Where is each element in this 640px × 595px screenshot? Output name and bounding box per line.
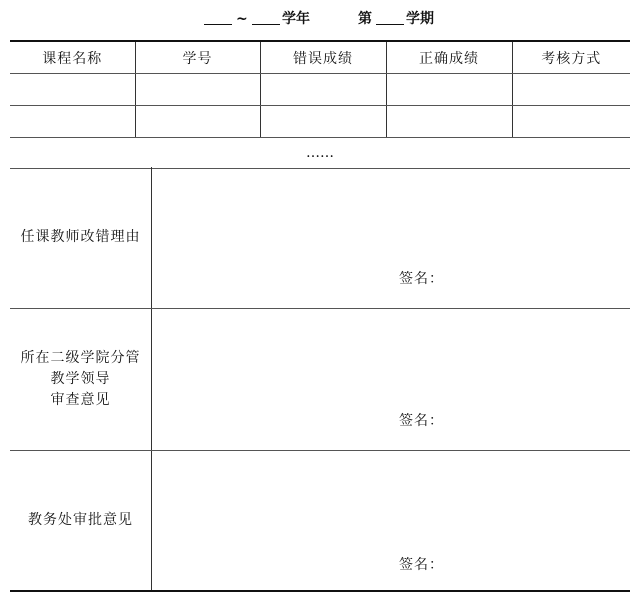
term-prefix-label: 第 [358,11,372,27]
wrong-grade-cell[interactable] [260,106,386,138]
academic-affairs-label [10,451,152,590]
student-id-cell[interactable] [135,74,260,106]
table-header-row [10,41,630,74]
teacher-reason-field[interactable] [152,167,630,308]
assessment-method-cell[interactable] [512,74,630,106]
ellipsis-text: …… [10,138,630,169]
assessment-method-cell[interactable] [512,106,630,138]
term-label: 学期 [406,11,434,27]
course-name-cell[interactable] [10,74,135,106]
teacher-reason-section [10,167,630,309]
teacher-reason-label [10,167,152,308]
student-id-cell[interactable] [135,106,260,138]
start-year-blank[interactable] [204,10,232,25]
form-header [0,10,640,30]
column-header-assessment-method: 考核方式 [512,41,630,74]
table-row [10,74,630,106]
academic-year-label: 学年 [282,11,310,27]
grade-correction-table [10,40,630,169]
signature-label: 签名： [399,413,444,429]
column-header-wrong-grade: 错误成绩 [260,41,386,74]
academic-affairs-section [10,451,630,590]
column-header-course-name: 课程名称 [10,41,135,74]
academic-affairs-field[interactable] [152,451,630,590]
correct-grade-cell[interactable] [386,106,512,138]
signature-label: 签名： [399,557,444,573]
ellipsis-row [10,138,630,169]
column-header-correct-grade: 正确成绩 [386,41,512,74]
table-row [10,106,630,138]
term-number-blank[interactable] [376,10,404,25]
end-year-blank[interactable] [252,10,280,25]
college-review-label [10,309,152,450]
label-line: 任课教师改错理由 [20,229,141,245]
bottom-rule [10,590,630,592]
label-line: 所在二级学院分管 [20,350,141,366]
label-line: 审查意见 [50,392,111,408]
tilde-separator: ~ [236,11,248,27]
college-review-section [10,309,630,451]
signature-label: 签名： [399,271,444,287]
correct-grade-cell[interactable] [386,74,512,106]
label-line: 教学领导 [50,371,111,387]
course-name-cell[interactable] [10,106,135,138]
label-line: 教务处审批意见 [28,512,133,528]
wrong-grade-cell[interactable] [260,74,386,106]
column-header-student-id: 学号 [135,41,260,74]
college-review-field[interactable] [152,309,630,450]
